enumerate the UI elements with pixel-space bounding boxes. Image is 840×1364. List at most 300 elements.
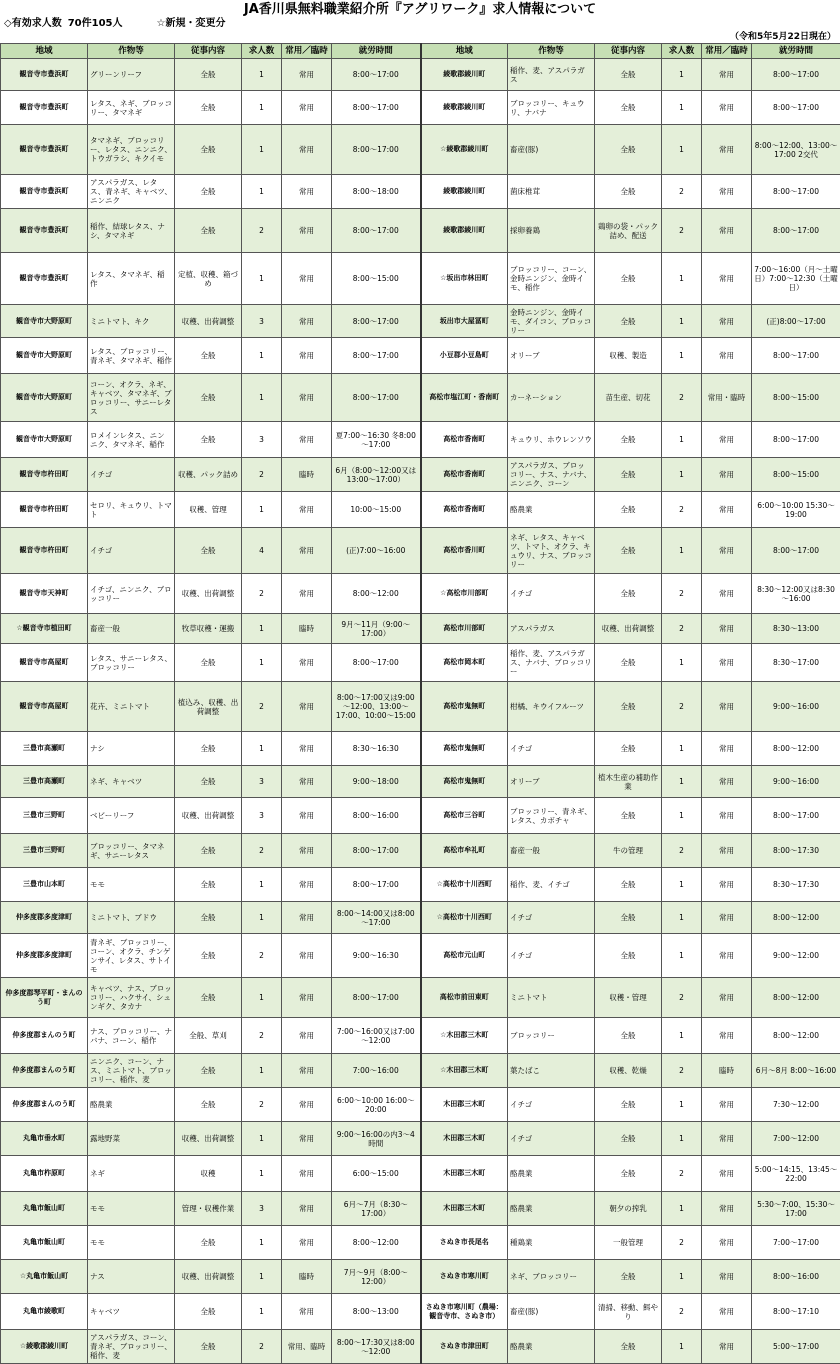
- right-hours-cell: 6月～8月 8:00～16:00: [752, 1054, 840, 1088]
- right-area-cell: 高松市牟礼町: [421, 834, 508, 868]
- left-hours-cell: 8:00～17:00: [332, 338, 421, 374]
- left-area-cell: 三豊市高瀬町: [1, 766, 88, 798]
- left-openings-cell: 1: [242, 492, 282, 528]
- left-employment-type-cell: 常用: [282, 528, 332, 574]
- left-crop-cell: キャベツ: [88, 1294, 175, 1330]
- left-area-cell: 三豊市高瀬町: [1, 732, 88, 766]
- right-openings-cell: 2: [662, 574, 702, 614]
- left-crop-cell: ミニトマト、キク: [88, 305, 175, 338]
- right-openings-cell: 1: [662, 766, 702, 798]
- right-hours-cell: 8:00～17:00: [752, 209, 840, 253]
- right-employment-type-cell: 常用: [702, 458, 752, 492]
- right-work-cell: 全般: [595, 175, 662, 209]
- left-hours-cell: 8:00～17:00: [332, 91, 421, 125]
- left-crop-cell: ブロッコリー、タマネギ、サニーレタス: [88, 834, 175, 868]
- right-employment-type-cell: 常用: [702, 868, 752, 902]
- left-openings-cell: 1: [242, 978, 282, 1018]
- left-openings-cell: 1: [242, 91, 282, 125]
- left-area-cell: 仲多度郡まんのう町: [1, 1088, 88, 1122]
- right-work-cell: 全般: [595, 125, 662, 175]
- left-employment-type-cell: 常用: [282, 209, 332, 253]
- header-crop: 作物等: [508, 44, 595, 59]
- left-area-cell: ☆観音寺市植田町: [1, 614, 88, 644]
- right-crop-cell: ブロッコリー、キュウリ、ナバナ: [508, 91, 595, 125]
- table-row: [1, 1122, 840, 1156]
- left-crop-cell: ネギ: [88, 1156, 175, 1192]
- right-work-cell: 全般: [595, 91, 662, 125]
- left-openings-cell: 2: [242, 1330, 282, 1364]
- left-employment-type-cell: 常用、臨時: [282, 1330, 332, 1364]
- right-openings-cell: 1: [662, 253, 702, 305]
- right-work-cell: 全般: [595, 574, 662, 614]
- table-row: [1, 374, 840, 422]
- right-work-cell: 全般: [595, 902, 662, 934]
- left-crop-cell: イチゴ: [88, 528, 175, 574]
- right-hours-cell: 9:00～16:00: [752, 682, 840, 732]
- right-crop-cell: 畜産(豚): [508, 125, 595, 175]
- table-row: [1, 305, 840, 338]
- left-area-cell: 観音寺市豊浜町: [1, 91, 88, 125]
- table-row: [1, 732, 840, 766]
- left-hours-cell: (正)7:00～16:00: [332, 528, 421, 574]
- right-openings-cell: 1: [662, 902, 702, 934]
- left-employment-type-cell: 常用: [282, 125, 332, 175]
- left-crop-cell: 露地野菜: [88, 1122, 175, 1156]
- left-openings-cell: 1: [242, 1156, 282, 1192]
- left-area-cell: 観音寺市天神町: [1, 574, 88, 614]
- left-openings-cell: 1: [242, 1054, 282, 1088]
- right-hours-cell: 8:00～17:00: [752, 798, 840, 834]
- table-row: [1, 1330, 840, 1364]
- right-crop-cell: 畜産(豚): [508, 1294, 595, 1330]
- right-area-cell: ☆木田郡三木町: [421, 1054, 508, 1088]
- right-area-cell: 高松市前田東町: [421, 978, 508, 1018]
- left-work-cell: 全般: [175, 902, 242, 934]
- right-hours-cell: 8:00～16:00: [752, 1260, 840, 1294]
- right-work-cell: 全般: [595, 422, 662, 458]
- left-work-cell: 全般: [175, 422, 242, 458]
- left-crop-cell: キャベツ、ナス、ブロッコリー、ハクサイ、シュンギク、タカナ: [88, 978, 175, 1018]
- left-work-cell: 定植、収穫、箱づめ: [175, 253, 242, 305]
- left-employment-type-cell: 常用: [282, 868, 332, 902]
- right-crop-cell: 酪農業: [508, 492, 595, 528]
- right-openings-cell: 2: [662, 175, 702, 209]
- table-row: [1, 614, 840, 644]
- right-area-cell: ☆綾歌郡綾川町: [421, 125, 508, 175]
- table-header-row: [1, 44, 840, 59]
- left-area-cell: 観音寺市大野原町: [1, 338, 88, 374]
- left-area-cell: 三豊市山本町: [1, 868, 88, 902]
- table-row: [1, 175, 840, 209]
- right-employment-type-cell: 常用: [702, 574, 752, 614]
- left-work-cell: 全般: [175, 1330, 242, 1364]
- left-area-cell: 三豊市三野町: [1, 834, 88, 868]
- right-openings-cell: 2: [662, 1226, 702, 1260]
- table-row: [1, 528, 840, 574]
- left-area-cell: 仲多度郡まんのう町: [1, 1054, 88, 1088]
- right-openings-cell: 1: [662, 305, 702, 338]
- left-crop-cell: ナシ: [88, 732, 175, 766]
- right-crop-cell: イチゴ: [508, 934, 595, 978]
- header-area: 地域: [1, 44, 88, 59]
- right-area-cell: 木田郡三木町: [421, 1122, 508, 1156]
- left-area-cell: 観音寺市大野原町: [1, 422, 88, 458]
- left-employment-type-cell: 常用: [282, 422, 332, 458]
- left-area-cell: 観音寺市豊浜町: [1, 59, 88, 91]
- left-employment-type-cell: 常用: [282, 1088, 332, 1122]
- left-crop-cell: レタス、ブロッコリー、青ネギ、タマネギ、稲作: [88, 338, 175, 374]
- left-crop-cell: グリーンリーフ: [88, 59, 175, 91]
- right-work-cell: 植木生産の補助作業: [595, 766, 662, 798]
- right-crop-cell: 酪農業: [508, 1192, 595, 1226]
- left-area-cell: 仲多度郡まんのう町: [1, 1018, 88, 1054]
- right-work-cell: 全般: [595, 644, 662, 682]
- right-employment-type-cell: 常用: [702, 253, 752, 305]
- left-crop-cell: レタス、タマネギ、稲作: [88, 253, 175, 305]
- left-crop-cell: モモ: [88, 868, 175, 902]
- right-crop-cell: 採卵養鶏: [508, 209, 595, 253]
- left-employment-type-cell: 常用: [282, 492, 332, 528]
- right-crop-cell: 種鶏業: [508, 1226, 595, 1260]
- right-crop-cell: 柑橘、キウイフルーツ: [508, 682, 595, 732]
- right-openings-cell: 1: [662, 59, 702, 91]
- table-row: [1, 1018, 840, 1054]
- right-hours-cell: 7:00～12:00: [752, 1122, 840, 1156]
- right-openings-cell: 2: [662, 209, 702, 253]
- right-hours-cell: 8:00～15:00: [752, 374, 840, 422]
- right-employment-type-cell: 常用: [702, 305, 752, 338]
- left-work-cell: 収穫、パック詰め: [175, 458, 242, 492]
- right-work-cell: 収穫、製造: [595, 338, 662, 374]
- left-area-cell: 丸亀市柞原町: [1, 1156, 88, 1192]
- left-crop-cell: ベビーリーフ: [88, 798, 175, 834]
- right-work-cell: 全般: [595, 1260, 662, 1294]
- left-openings-cell: 1: [242, 868, 282, 902]
- left-crop-cell: セロリ、キュウリ、トマト: [88, 492, 175, 528]
- left-openings-cell: 2: [242, 934, 282, 978]
- left-crop-cell: コーン、オクラ、ネギ、キャベツ、タマネギ、ブロッコリー、サニーレタス: [88, 374, 175, 422]
- left-hours-cell: 8:00～12:00: [332, 574, 421, 614]
- left-work-cell: 全般: [175, 59, 242, 91]
- right-employment-type-cell: 常用: [702, 766, 752, 798]
- left-hours-cell: 8:30～16:30: [332, 732, 421, 766]
- left-area-cell: 丸亀市飯山町: [1, 1192, 88, 1226]
- left-hours-cell: 8:00～17:00: [332, 644, 421, 682]
- right-openings-cell: 1: [662, 1122, 702, 1156]
- right-hours-cell: 8:00～12:00: [752, 732, 840, 766]
- left-employment-type-cell: 常用: [282, 574, 332, 614]
- table-row: [1, 1226, 840, 1260]
- left-work-cell: 収穫: [175, 1156, 242, 1192]
- table-row: [1, 682, 840, 732]
- right-work-cell: 全般: [595, 253, 662, 305]
- table-row: [1, 766, 840, 798]
- right-openings-cell: 1: [662, 422, 702, 458]
- left-crop-cell: 青ネギ、ブロッコリー、コーン、オクラ、チンゲンサイ、レタス、サトイモ: [88, 934, 175, 978]
- right-hours-cell: 8:30～12:00又は8:30～16:00: [752, 574, 840, 614]
- right-hours-cell: 8:30～17:30: [752, 868, 840, 902]
- right-hours-cell: 8:00～12:00: [752, 902, 840, 934]
- right-area-cell: 綾歌郡綾川町: [421, 91, 508, 125]
- left-employment-type-cell: 常用: [282, 682, 332, 732]
- job-count-label: ◇有効求人数: [4, 18, 62, 29]
- left-openings-cell: 2: [242, 1018, 282, 1054]
- right-work-cell: 全般: [595, 868, 662, 902]
- right-hours-cell: 5:00～17:00: [752, 1330, 840, 1364]
- table-row: [1, 125, 840, 175]
- right-area-cell: さぬき市津田町: [421, 1330, 508, 1364]
- left-employment-type-cell: 常用: [282, 766, 332, 798]
- new-changed-note: ☆新規・変更分: [156, 18, 226, 29]
- right-hours-cell: 8:00～15:00: [752, 458, 840, 492]
- left-area-cell: ☆綾歌郡綾川町: [1, 1330, 88, 1364]
- right-crop-cell: 金時ニンジン、金時イモ、ダイコン、ブロッコリー: [508, 305, 595, 338]
- right-area-cell: 坂出市大屋冨町: [421, 305, 508, 338]
- right-area-cell: 綾歌郡綾川町: [421, 175, 508, 209]
- right-crop-cell: アスパラガス: [508, 614, 595, 644]
- right-crop-cell: 菌床椎茸: [508, 175, 595, 209]
- left-openings-cell: 1: [242, 1294, 282, 1330]
- left-employment-type-cell: 常用: [282, 175, 332, 209]
- right-area-cell: ☆高松市十川西町: [421, 868, 508, 902]
- left-hours-cell: 10:00～15:00: [332, 492, 421, 528]
- left-hours-cell: 9月～11月（9:00～17:00）: [332, 614, 421, 644]
- right-area-cell: さぬき市長尾名: [421, 1226, 508, 1260]
- table-row: [1, 209, 840, 253]
- right-crop-cell: イチゴ: [508, 732, 595, 766]
- job-listings-table: [0, 43, 840, 1364]
- right-hours-cell: 8:00～17:00: [752, 528, 840, 574]
- summary-line: [4, 17, 225, 31]
- right-employment-type-cell: 常用: [702, 798, 752, 834]
- right-area-cell: さぬき市寒川町: [421, 1260, 508, 1294]
- right-hours-cell: 8:00～17:30: [752, 834, 840, 868]
- left-openings-cell: 1: [242, 175, 282, 209]
- right-crop-cell: ブロッコリー: [508, 1018, 595, 1054]
- right-area-cell: 高松市岡本町: [421, 644, 508, 682]
- left-area-cell: 観音寺市豊浜町: [1, 253, 88, 305]
- header-hours: 就労時間: [332, 44, 421, 59]
- table-row: [1, 868, 840, 902]
- right-crop-cell: 稲作、麦、イチゴ: [508, 868, 595, 902]
- left-area-cell: 仲多度郡琴平町・まんのう町: [1, 978, 88, 1018]
- left-work-cell: 全般: [175, 868, 242, 902]
- left-work-cell: 全般: [175, 91, 242, 125]
- left-openings-cell: 4: [242, 528, 282, 574]
- table-row: [1, 1192, 840, 1226]
- left-crop-cell: 畜産一般: [88, 614, 175, 644]
- table-row: [1, 1260, 840, 1294]
- right-crop-cell: イチゴ: [508, 1088, 595, 1122]
- right-hours-cell: 7:00～17:00: [752, 1226, 840, 1260]
- right-area-cell: 高松市鬼無町: [421, 766, 508, 798]
- left-area-cell: 仲多度郡多度津町: [1, 902, 88, 934]
- table-row: [1, 978, 840, 1018]
- right-work-cell: 収穫・管理: [595, 978, 662, 1018]
- right-employment-type-cell: 常用: [702, 175, 752, 209]
- left-openings-cell: 1: [242, 644, 282, 682]
- right-crop-cell: イチゴ: [508, 902, 595, 934]
- table-row: [1, 1088, 840, 1122]
- left-area-cell: 丸亀市垂水町: [1, 1122, 88, 1156]
- left-area-cell: 仲多度郡多度津町: [1, 934, 88, 978]
- left-employment-type-cell: 常用: [282, 798, 332, 834]
- job-count-value: 70件105人: [67, 18, 123, 29]
- right-openings-cell: 1: [662, 644, 702, 682]
- right-hours-cell: 8:00～17:10: [752, 1294, 840, 1330]
- left-hours-cell: 8:00～17:00: [332, 868, 421, 902]
- table-row: [1, 574, 840, 614]
- left-hours-cell: 8:00～14:00又は8:00～17:00: [332, 902, 421, 934]
- right-hours-cell: 8:30～17:00: [752, 644, 840, 682]
- right-work-cell: 朝夕の搾乳: [595, 1192, 662, 1226]
- left-employment-type-cell: 常用: [282, 978, 332, 1018]
- right-openings-cell: 2: [662, 374, 702, 422]
- right-employment-type-cell: 常用: [702, 59, 752, 91]
- right-openings-cell: 1: [662, 1260, 702, 1294]
- left-area-cell: 観音寺市大野原町: [1, 305, 88, 338]
- right-hours-cell: 8:00～12:00: [752, 1018, 840, 1054]
- left-hours-cell: 9:00～16:00の内3～4時間: [332, 1122, 421, 1156]
- right-openings-cell: 1: [662, 91, 702, 125]
- left-hours-cell: 8:00～18:00: [332, 175, 421, 209]
- table-row: [1, 422, 840, 458]
- left-employment-type-cell: 常用: [282, 59, 332, 91]
- left-hours-cell: 8:00～13:00: [332, 1294, 421, 1330]
- left-area-cell: 観音寺市豊浜町: [1, 209, 88, 253]
- left-openings-cell: 1: [242, 338, 282, 374]
- left-openings-cell: 3: [242, 798, 282, 834]
- left-crop-cell: 酪農業: [88, 1088, 175, 1122]
- right-hours-cell: 8:00～17:00: [752, 175, 840, 209]
- left-employment-type-cell: 常用: [282, 338, 332, 374]
- right-hours-cell: 8:00～17:00: [752, 338, 840, 374]
- left-area-cell: 観音寺市大野原町: [1, 374, 88, 422]
- left-employment-type-cell: 常用: [282, 374, 332, 422]
- left-openings-cell: 3: [242, 1192, 282, 1226]
- left-hours-cell: 8:00～15:00: [332, 253, 421, 305]
- right-hours-cell: 9:00～12:00: [752, 934, 840, 978]
- right-area-cell: 高松市川部町: [421, 614, 508, 644]
- right-hours-cell: 8:00～17:00: [752, 91, 840, 125]
- right-openings-cell: 2: [662, 1054, 702, 1088]
- right-work-cell: 清掃、移動、餌やり: [595, 1294, 662, 1330]
- left-crop-cell: 花卉、ミニトマト: [88, 682, 175, 732]
- left-work-cell: 全般、草刈: [175, 1018, 242, 1054]
- left-employment-type-cell: 臨時: [282, 1260, 332, 1294]
- right-openings-cell: 1: [662, 1330, 702, 1364]
- right-employment-type-cell: 常用: [702, 614, 752, 644]
- right-work-cell: 全般: [595, 1156, 662, 1192]
- table-row: [1, 1294, 840, 1330]
- left-work-cell: 収穫、出荷調整: [175, 1122, 242, 1156]
- table-row: [1, 798, 840, 834]
- right-area-cell: 木田郡三木町: [421, 1192, 508, 1226]
- right-area-cell: 高松市鬼無町: [421, 682, 508, 732]
- left-crop-cell: タマネギ、ブロッコリー、レタス、ニンニク、トウガラシ、キクイモ: [88, 125, 175, 175]
- left-openings-cell: 2: [242, 574, 282, 614]
- right-openings-cell: 2: [662, 1156, 702, 1192]
- header-openings: 求人数: [242, 44, 282, 59]
- left-openings-cell: 1: [242, 125, 282, 175]
- right-openings-cell: 2: [662, 682, 702, 732]
- left-hours-cell: 8:00～17:00: [332, 125, 421, 175]
- right-area-cell: ☆高松市十川西町: [421, 902, 508, 934]
- left-hours-cell: 6月（8:00～12:00又は13:00～17:00）: [332, 458, 421, 492]
- left-hours-cell: 8:00～17:30又は8:00～12:00: [332, 1330, 421, 1364]
- right-crop-cell: イチゴ: [508, 574, 595, 614]
- right-openings-cell: 1: [662, 338, 702, 374]
- table-row: [1, 253, 840, 305]
- left-work-cell: 管理・収穫作業: [175, 1192, 242, 1226]
- right-hours-cell: 8:00～17:00: [752, 422, 840, 458]
- left-openings-cell: 2: [242, 834, 282, 868]
- left-hours-cell: 8:00～16:00: [332, 798, 421, 834]
- right-area-cell: 高松市三谷町: [421, 798, 508, 834]
- left-hours-cell: 9:00～18:00: [332, 766, 421, 798]
- as-of-date: （令和5年5月22日現在）: [729, 32, 836, 42]
- header-work: 従事内容: [595, 44, 662, 59]
- right-crop-cell: オリーブ: [508, 338, 595, 374]
- right-work-cell: 全般: [595, 682, 662, 732]
- right-employment-type-cell: 常用: [702, 1260, 752, 1294]
- left-area-cell: 観音寺市高屋町: [1, 682, 88, 732]
- header-openings: 求人数: [662, 44, 702, 59]
- left-hours-cell: 夏7:00～16:30 冬8:00～17:00: [332, 422, 421, 458]
- right-openings-cell: 1: [662, 458, 702, 492]
- right-area-cell: 高松市香南町: [421, 458, 508, 492]
- left-area-cell: 観音寺市豊浜町: [1, 125, 88, 175]
- right-crop-cell: カーネーション: [508, 374, 595, 422]
- left-work-cell: 全般: [175, 209, 242, 253]
- left-area-cell: ☆丸亀市飯山町: [1, 1260, 88, 1294]
- right-crop-cell: キュウリ、ホウレンソウ: [508, 422, 595, 458]
- right-hours-cell: 9:00～16:00: [752, 766, 840, 798]
- table-row: [1, 644, 840, 682]
- right-work-cell: 全般: [595, 934, 662, 978]
- left-hours-cell: 8:00～17:00: [332, 305, 421, 338]
- left-crop-cell: レタス、ネギ、ブロッコリー、タマネギ: [88, 91, 175, 125]
- left-crop-cell: モモ: [88, 1226, 175, 1260]
- right-employment-type-cell: 常用: [702, 732, 752, 766]
- right-openings-cell: 1: [662, 732, 702, 766]
- right-work-cell: 収穫、出荷調整: [595, 614, 662, 644]
- right-employment-type-cell: 常用: [702, 978, 752, 1018]
- right-openings-cell: 1: [662, 798, 702, 834]
- right-crop-cell: ブロッコリー、コーン、金時ニンジン、金時イモ、稲作: [508, 253, 595, 305]
- left-work-cell: 全般: [175, 125, 242, 175]
- left-crop-cell: イチゴ、ニンニク、ブロッコリー: [88, 574, 175, 614]
- right-openings-cell: 2: [662, 834, 702, 868]
- right-area-cell: 高松市元山町: [421, 934, 508, 978]
- right-openings-cell: 2: [662, 492, 702, 528]
- right-crop-cell: アスパラガス、ブロッコリー、ナス、ナバナ、ニンニク、コーン: [508, 458, 595, 492]
- table-row: [1, 59, 840, 91]
- left-openings-cell: 2: [242, 458, 282, 492]
- left-openings-cell: 1: [242, 374, 282, 422]
- right-employment-type-cell: 常用: [702, 1122, 752, 1156]
- left-work-cell: 全般: [175, 175, 242, 209]
- right-employment-type-cell: 常用: [702, 1330, 752, 1364]
- right-hours-cell: 7:00～16:00（月～土曜日）7:00～12:30（土曜日）: [752, 253, 840, 305]
- left-employment-type-cell: 常用: [282, 305, 332, 338]
- page-title: JA香川県無料職業紹介所『アグリワーク』求人情報について: [243, 2, 597, 17]
- left-work-cell: 全般: [175, 1054, 242, 1088]
- right-work-cell: 一般管理: [595, 1226, 662, 1260]
- right-employment-type-cell: 常用: [702, 209, 752, 253]
- left-openings-cell: 1: [242, 253, 282, 305]
- right-work-cell: 牛の管理: [595, 834, 662, 868]
